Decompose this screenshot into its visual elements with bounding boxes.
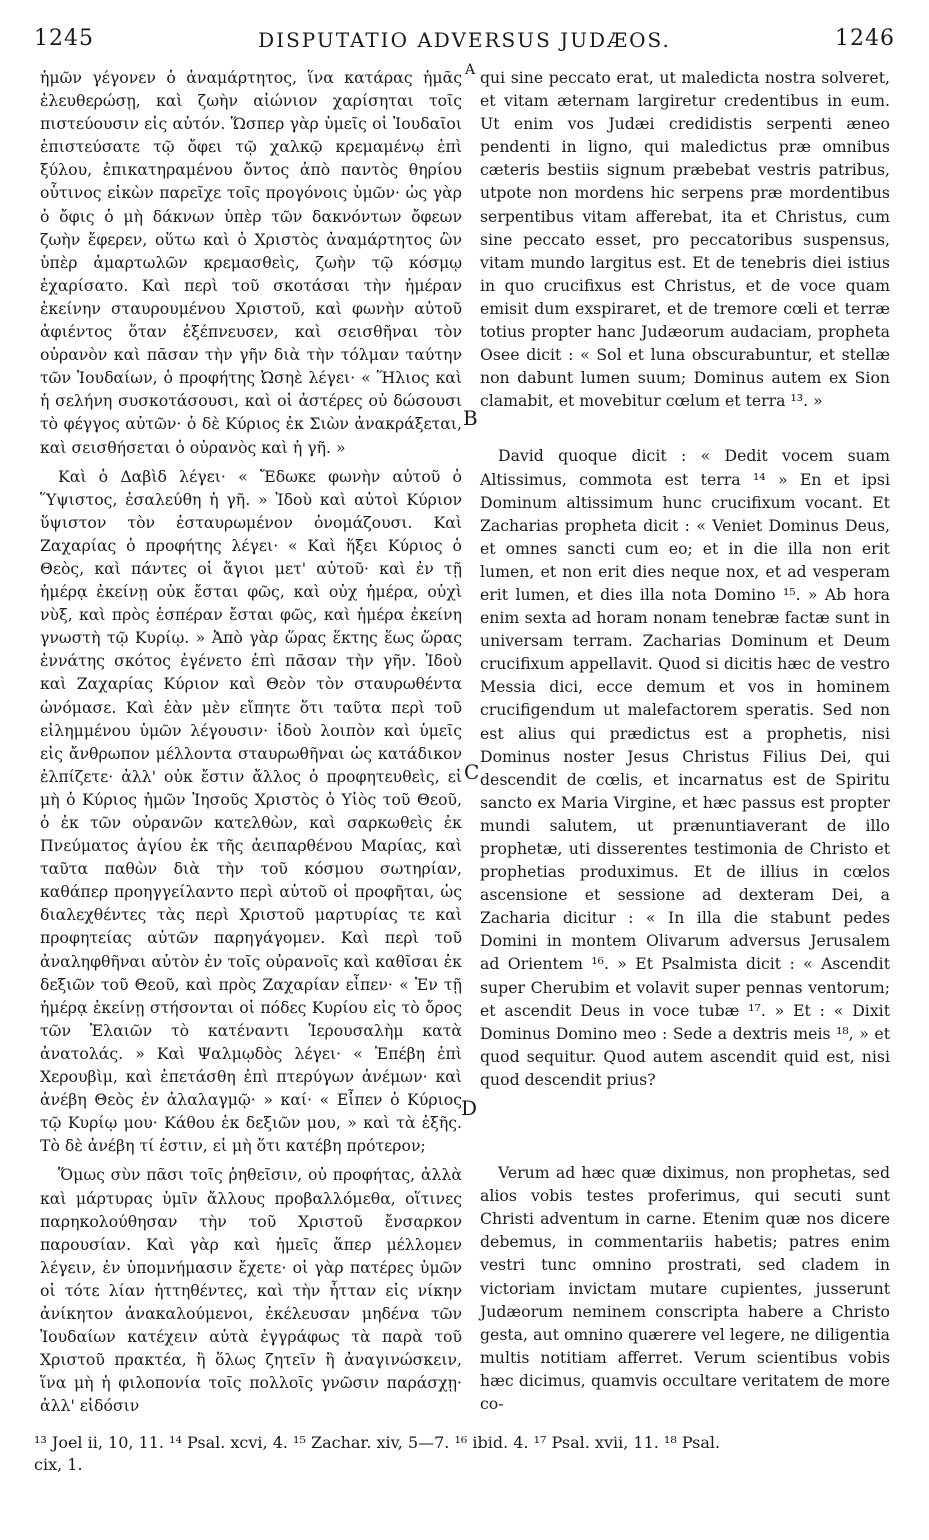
greek-paragraph-3: Ὅμως σὺν πᾶσι τοῖς ῥηθεῖσιν, οὐ προφήτας, ἀλλὰ καὶ μάρτυρας ὑμῖν ἄλλους προβαλλόμεθα, οἵτινες παρηκολούθησαν τὴν τοῦ Χριστοῦ ἔνσαρκον παρουσίαν. Καὶ γὰρ καὶ ἡμεῖς ἅπερ μέλλομεν λέγειν, ἐν ὑπομνήμασιν ἔχετε· οἱ γὰρ πατέρες ὑμῶν οἱ τότε λίαν ἡττηθέντες, καὶ τὴν ἧτταν εἰς νίκην ἀνίκητον ἀνακαλούμενοι, ἐκέλευσαν μηδένα τῶν Ἰουδαίων κατέχειν αὐτὰ ἐγγράφως τὰ παρὰ τοῦ Χριστοῦ πρακτέα, ἢ ὅλως ζητεῖν ἢ ἀναγινώσκειν, ἵνα μὴ ἡ φιλοπονία τοῖς πολλοῖς γνῶσιν παράσχῃ· ἀλλ' εἰδόσιν xyxy=(40,1165,462,1416)
latin-paragraph-3: Verum ad hæc quæ diximus, non prophetas, sed alios vobis testes proferimus, qui secuti sunt Christi adventum in carne. Etenim quæ nos dicere debemus, in commentariis habetis; patres enim vestri tunc omnino prostrati, sed cladem in victoriam invictam mutare cupientes, jusserunt Judæorum neminem conscripta habere a Christo gesta, aut omnino quærere vel legere, ne diligentia multis notitiam afferret. Verum scientibus vobis hæc dicimus, quamvis occultare veritatem de more co- xyxy=(480,1163,890,1413)
footnotes xyxy=(34,1432,895,1476)
section-marker-b: B xyxy=(463,406,478,430)
page-number-right: 1246 xyxy=(835,26,895,51)
footnote-line-1: ¹³ Joel ii, 10, 11. ¹⁴ Psal. xcvi, 4. ¹⁵ Zachar. xiv, 5—7. ¹⁶ ibid. 4. ¹⁷ Psal. xvii, 11. ¹⁸ Psal. xyxy=(34,1433,721,1452)
section-marker-c: C xyxy=(464,760,480,784)
page-header xyxy=(34,26,895,64)
footnote-line-2: cix, 1. xyxy=(34,1455,83,1474)
page-number-left: 1245 xyxy=(34,26,94,51)
running-title: DISPUTATIO ADVERSUS JUDÆOS. xyxy=(258,28,671,52)
section-marker-a: A xyxy=(465,62,476,78)
greek-paragraph-2: Καὶ ὁ Δαβὶδ λέγει· « Ἔδωκε φωνὴν αὐτοῦ ὁ Ὕψιστος, ἐσαλεύθη ἡ γῆ. » Ἰδοὺ καὶ αὐτοὶ Κύριον ὕψιστον τὸν ἐσταυρωμένον ὀνομάζουσι. Καὶ Ζαχαρίας ὁ προφήτης λέγει· « Καὶ ἥξει Κύριος ὁ Θεὸς, καὶ πάντες οἱ ἅγιοι μετ' αὐτοῦ· καὶ ἐν τῇ ἡμέρᾳ ἐκείνῃ οὐκ ἔσται φῶς, καὶ οὐχ ἡμέρα, οὐχὶ νὺξ, καὶ πρὸς ἑσπέραν ἔσται φῶς, καὶ ἡμέρα ἐκείνη γνωστὴ τῷ Κυρίῳ. » Ἀπὸ γὰρ ὥρας ἕκτης ἕως ὥρας ἐννάτης σκότος ἐγένετο ἐπὶ πᾶσαν τὴν γῆν. Ἰδοὺ καὶ Ζαχαρίας Κύριον καὶ Θεὸν τὸν σταυρωθέντα ὠνόμασε. Καὶ ἐὰν μὲν εἴπητε ὅτι ταῦτα περὶ τοῦ εἰλημμένου ὑμῶν λέγουσιν· ἰδοὺ λοιπὸν καὶ ὑμεῖς εἰς ἄνθρωπον μέλλοντα σταυρωθῆναι ὡς κατάδικον ἐλπίζετε· ἀλλ' οὐκ ἔστιν ἄλλος ὁ προφητευθεὶς, εἰ μὴ ὁ Κύριος ἡμῶν Ἰησοῦς Χριστὸς ὁ Υἱὸς τοῦ Θεοῦ, ὁ ἐκ τῶν οὐρανῶν κατελθὼν, καὶ σαρκωθεὶς ἐκ Πνεύματος ἁγίου ἐκ τῆς ἀειπαρθένου Μαρίας, καὶ ταῦτα παθὼν διὰ τὴν τοῦ κόσμου σωτηρίαν, καθάπερ προηγγείλαντο περὶ αὐτοῦ οἱ προφῆται, ὡς διαλεχθέντες τὰς περὶ Χριστοῦ μαρτυρίας τε καὶ προφητείας αὐτῶν παρηγάγομεν. Καὶ περὶ τοῦ ἀναληφθῆναι αὐτὸν ἐν τοῖς οὐρανοῖς καὶ καθῖσαι ἐκ δεξιῶν τοῦ Θεοῦ, καὶ πρὸς Ζαχαρίαν εἶπεν· « Ἐν τῇ ἡμέρᾳ ἐκείνῃ στήσονται οἱ πόδες Κυρίου εἰς τὸ ὄρος τῶν Ἐλαιῶν τὸ κατέναντι Ἱερουσαλὴμ κατὰ ἀνατολάς. » Καὶ Ψαλμῳδὸς λέγει· « Ἐπέβη ἐπὶ Χερουβὶμ, καὶ ἐπετάσθη ἐπὶ πτερύγων ἀνέμων· καὶ ἀνέβη Θεὸς ἐν ἀλαλαγμῷ· » καί· « Εἶπεν ὁ Κύριος τῷ Κυρίῳ μου· Κάθου ἐκ δεξιῶν μου, » καὶ τὰ ἑξῆς. Τὸ δὲ ἀνέβη τί ἐστιν, εἰ μὴ ὅτι κατέβη πρότερον; xyxy=(40,466,462,1156)
greek-paragraph-1: ἡμῶν γέγονεν ὁ ἀναμάρτητος, ἵνα κατάρας ἡμᾶς ἐλευθερώσῃ, καὶ ζωὴν αἰώνιον χαρίσηται τοῖς πιστεύουσιν εἰς αὐτόν. Ὥσπερ γὰρ ὑμεῖς οἱ Ἰουδαῖοι ἐπιστεύσατε τῷ ὄφει τῷ χαλκῷ κρεμαμένῳ ἐπὶ ξύλου, ἐπικατηραμένου ὄντος ἀπὸ παντὸς θηρίου οὗτινος εἰκὼν παρεῖχε τοῖς προγόνοις ὑμῶν· ὡς γὰρ ὁ ὄφις ὁ μὴ δάκνων ὑπὲρ τῶν δακνόντων ὄφεων ζωὴν ἔφερεν, οὕτω καὶ ὁ Χριστὸς ἀναμάρτητος ὢν ὑπὲρ ἁμαρτωλῶν κρεμασθεὶς, ζωὴν τῷ κόσμῳ ἐχαρίσατο. Καὶ περὶ τοῦ σκοτάσαι τὴν ἡμέραν ἐκείνην σταυρουμένου Χριστοῦ, καὶ φωνὴν αὐτοῦ ἀφιέντος ὅταν ἐξέπνευσεν, καὶ σεισθῆναι τὸν οὐρανὸν καὶ πᾶσαν τὴν γῆν διὰ τὴν τόλμαν ταύτην τῶν Ἰουδαίων, ὁ προφήτης Ὠσηὲ λέγει· « Ἥλιος καὶ ἡ σελήνη συσκοτάσουσι, καὶ οἱ ἀστέρες οὐ δώσουσι τὸ φέγγος αὐτῶν· ὁ δὲ Κύριος ἐκ Σιὼν ἀνακράξεται, καὶ σεισθήσεται ὁ οὐρανὸς καὶ ἡ γῆ. » xyxy=(40,68,462,457)
latin-paragraph-2: David quoque dicit : « Dedit vocem suam Altissimus, commota est terra ¹⁴ » En et ipsi Dominum altissimum hunc crucifixum vocant. Et Zacharias propheta dicit : « Veniet Dominus Deus, et omnes sancti cum eo; et in die illa non erit lumen, et non erit dies neque nox, et ad vesperam erit lumen, et dies illa nota Domino ¹⁵. » Ab hora enim sexta ad horam nonam tenebræ factæ sunt in universam terram. Zacharias Dominum et Deum crucifixum appellavit. Quod si dicitis hæc de vestro Messia dici, ecce demum et vos in hominem crucifigendum ut malefactorem speratis. Sed non est alius qui prædictus est a prophetis, nisi Dominus noster Jesus Christus Filius Dei, qui descendit de cœlis, et incarnatus est de Spiritu sancto ex Maria Virgine, et hæc passus est propter mundi salutem, ut prænuntiaverant de illo prophetæ, uti disserentes testimonia de Christo et prophetias produximus. Et de illius in cœlos ascensione et sessione ad dexteram Dei, a Zacharia dicitur : « In illa die stabunt pedes Domini in montem Olivarum adversus Jerusalem ad Orientem ¹⁶. » Et Psalmista dicit : « Ascendit super Cherubim et volavit super pennas ventorum; et ascendit Deus in voce tubæ ¹⁷. » Et : « Dixit Dominus Domino meo : Sede a dextris meis ¹⁸, » et quod sequitur. Quod autem ascendit quid est, nisi quod descendit prius? xyxy=(480,446,890,1089)
section-marker-d: D xyxy=(461,1096,478,1120)
greek-column xyxy=(40,66,462,1417)
latin-column xyxy=(480,66,890,1415)
latin-paragraph-1: qui sine peccato erat, ut maledicta nostra solveret, et vitam æternam largiretur credentibus in eum. Ut enim vos Judæi credidistis serpenti æneo pendenti in ligno, qui maledictus præ omnibus cæteris bestiis signum præbebat vestris patribus, utpote non mordens hic serpens præ mordentibus serpentibus vitam afferebat, ita et Christus, cum sine peccato esset, pro peccatoribus suspensus, vitam mundo largitus est. Et de tenebris diei istius in quo crucifixus est Christus, et de voce quam emisit dum exspiraret, et de tremore cœli et terræ totius propter hanc Judæorum audaciam, propheta Osee dicit : « Sol et luna obscurabuntur, et stellæ non dabunt lumen suum; Dominus autem ex Sion clamabit, et movebitur cœlum et terra ¹³. » xyxy=(480,68,890,411)
